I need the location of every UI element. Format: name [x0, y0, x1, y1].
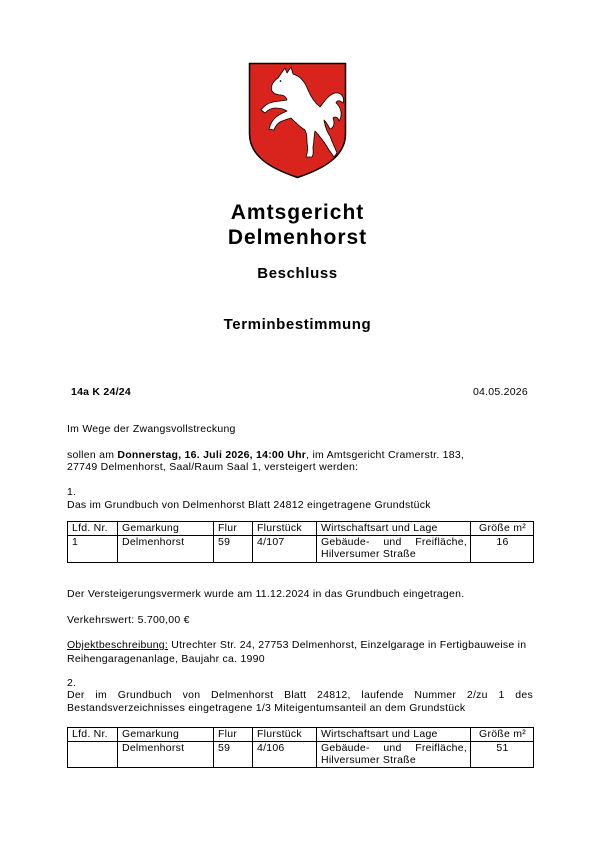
- file-number: 14a K 24/24: [71, 386, 131, 398]
- intro-text: Im Wege der Zwangsvollstreckung: [67, 423, 236, 435]
- document-subject: Terminbestimmung: [223, 316, 372, 333]
- cell-groesse: 16: [471, 535, 534, 562]
- header-groesse: Größe m²: [471, 522, 534, 536]
- header-lfd-nr: Lfd. Nr.: [68, 522, 118, 536]
- horse-eye: [280, 80, 282, 82]
- item-2-description-line-2: Bestandsverzeichnisses eingetragene 1/3 Miteigentumsanteil an dem Grundstück: [67, 702, 466, 714]
- auction-line-1: [67, 449, 464, 462]
- item-1-number: 1.: [67, 486, 77, 498]
- header-flur: Flur: [214, 728, 253, 742]
- cell-flurstueck: 4/107: [253, 535, 317, 562]
- item-1-land-register-table: [67, 521, 534, 563]
- header-gemarkung: Gemarkung: [118, 728, 214, 742]
- cell-wirtschaftsart: Gebäude- und Freifläche, Hilversumer Straße: [317, 535, 471, 562]
- object-description-line-1: [67, 639, 526, 652]
- document-date: 04.05.2026: [472, 386, 528, 398]
- header-wirtschaftsart: Wirtschaftsart und Lage: [317, 522, 471, 536]
- table-header-row: [68, 522, 534, 536]
- registration-note: Der Versteigerungsvermerk wurde am 11.12.2024 in das Grundbuch eingetragen.: [67, 588, 465, 600]
- cell-flurstueck: 4/106: [253, 741, 317, 767]
- header-gemarkung: Gemarkung: [118, 522, 214, 536]
- auction-line-2: 27749 Delmenhorst, Saal/Raum Saal 1, versteigert werden:: [67, 461, 359, 473]
- cell-lfd-nr: 1: [68, 535, 118, 562]
- item-1-description: Das im Grundbuch von Delmenhorst Blatt 24812 eingetragene Grundstück: [67, 499, 431, 511]
- item-2-land-register-table: [67, 727, 534, 768]
- object-description-text-1: Utrechter Str. 24, 27753 Delmenhorst, Einzelgarage in Fertigbauweise in: [171, 639, 527, 651]
- cell-lfd-nr: [68, 741, 118, 767]
- court-title-line1: Amtsgericht: [230, 201, 365, 224]
- cell-groesse: 51: [471, 741, 534, 767]
- header-wirtschaftsart: Wirtschaftsart und Lage: [317, 728, 471, 742]
- cell-gemarkung: Delmenhorst: [118, 535, 214, 562]
- court-title-line2: Delmenhorst: [227, 226, 368, 249]
- item-2-number: 2.: [67, 677, 77, 689]
- header-flurstueck: Flurstück: [253, 522, 317, 536]
- coat-of-arms: [248, 62, 347, 179]
- cell-flur: 59: [214, 741, 253, 767]
- header-lfd-nr: Lfd. Nr.: [68, 728, 118, 742]
- header-flurstueck: Flurstück: [253, 728, 317, 742]
- table-header-row: [68, 728, 534, 742]
- auction-prefix: sollen am: [67, 449, 115, 461]
- header-flur: Flur: [214, 522, 253, 536]
- market-value: Verkehrswert: 5.700,00 €: [67, 614, 190, 626]
- object-description-label: Objektbeschreibung:: [67, 639, 169, 651]
- cell-flur: 59: [214, 535, 253, 562]
- object-description-line-2: Reihengaragenanlage, Baujahr ca. 1990: [67, 653, 265, 665]
- auction-suffix: , im Amtsgericht Cramerstr. 183,: [306, 449, 465, 461]
- cell-wirtschaftsart: Gebäude- und Freifläche, Hilversumer Straße: [317, 741, 471, 767]
- auction-datetime: Donnerstag, 16. Juli 2026, 14:00 Uhr: [117, 449, 307, 461]
- header-groesse: Größe m²: [471, 728, 534, 742]
- table-row: [68, 535, 534, 562]
- court-title: [0, 200, 595, 250]
- coat-outline-group: [250, 64, 346, 178]
- lower-saxony-horse-coat-of-arms-icon: [248, 62, 347, 179]
- table-row: [68, 741, 534, 767]
- item-2-description-line-1: Der im Grundbuch von Delmenhorst Blatt 24812, laufende Nummer 2/zu 1 des: [67, 689, 533, 701]
- document-type: Beschluss: [257, 265, 338, 282]
- cell-gemarkung: Delmenhorst: [118, 741, 214, 767]
